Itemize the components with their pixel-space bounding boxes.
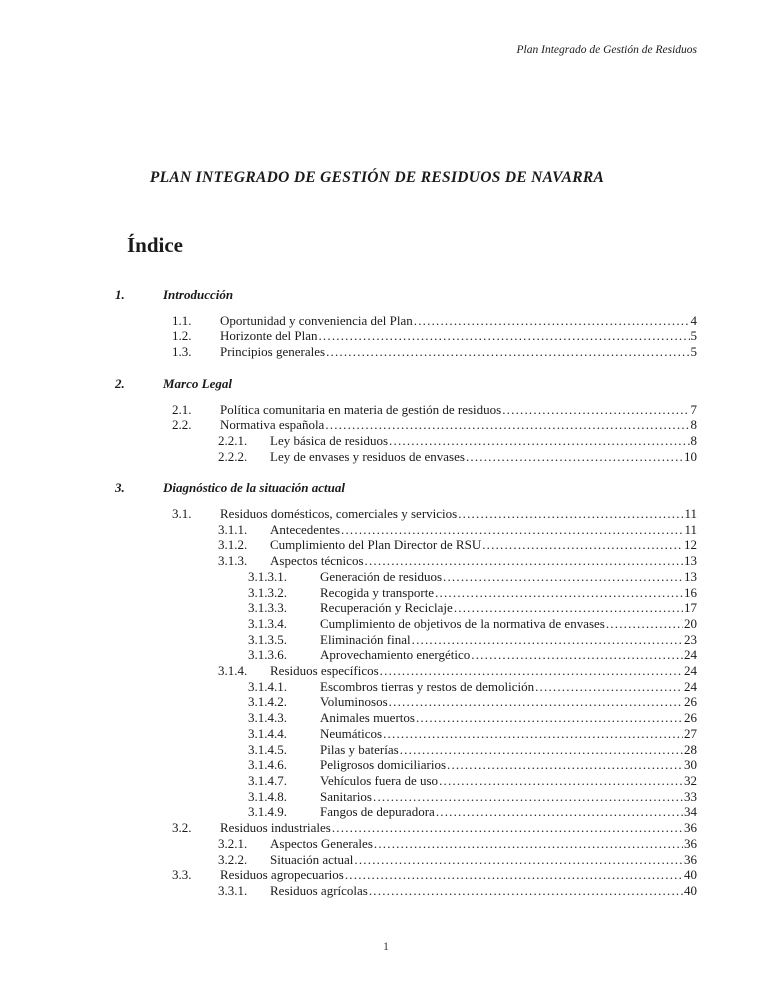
- toc-entry-label: Fangos de depuradora: [320, 804, 435, 820]
- toc-entry-number: 3.1.3.: [218, 553, 248, 569]
- toc-entry-row: [172, 313, 697, 329]
- toc-leader-dots: [466, 449, 683, 465]
- toc-entry-row: [248, 679, 697, 695]
- toc-entry-page: 7: [690, 401, 697, 417]
- toc-entry-row: [218, 449, 697, 465]
- toc-section-number: 1.: [115, 287, 125, 302]
- toc-entry-page: 5: [690, 328, 697, 344]
- toc-leader-dots: [439, 773, 683, 789]
- toc-leader-dots: [400, 742, 683, 758]
- toc-entry-label: Residuos específicos: [270, 663, 379, 679]
- toc-entry-row: [248, 757, 697, 773]
- toc-entry-number: 1.2.: [172, 328, 192, 344]
- toc-leader-dots: [325, 417, 689, 433]
- toc-entry-row: [218, 553, 697, 569]
- toc-entry-number: 3.1.4.2.: [248, 694, 287, 710]
- toc-entry-number: 3.1.4.: [218, 663, 248, 679]
- toc-leader-dots: [471, 647, 683, 663]
- toc-entry-number: 3.2.2.: [218, 851, 248, 867]
- toc-entry-label: Cumplimiento del Plan Director de RSU: [270, 537, 482, 553]
- index-heading: Índice: [127, 233, 184, 257]
- toc-leader-dots: [345, 867, 683, 883]
- toc-entry-label: Voluminosos: [320, 694, 388, 710]
- toc-entry-number: 3.1.4.4.: [248, 725, 287, 741]
- toc-leader-dots: [535, 679, 683, 695]
- toc-entry-row: [218, 522, 697, 538]
- toc-entry-number: 3.3.1.: [218, 882, 248, 898]
- toc-entry-label: Política comunitaria en materia de gestión de residuos: [220, 401, 502, 417]
- toc-entry-page: 11: [684, 506, 697, 522]
- toc-entry-page: 20: [684, 615, 697, 631]
- toc-entry-page: 8: [690, 432, 697, 448]
- toc-leader-dots: [447, 757, 683, 773]
- toc-entry-label: Eliminación final: [320, 631, 411, 647]
- toc-entry-number: 1.3.: [172, 344, 192, 360]
- toc-entry-page: 13: [684, 553, 697, 569]
- toc-entry-label: Aspectos técnicos: [270, 553, 364, 569]
- toc-section-number: 3.: [115, 480, 125, 496]
- toc-leader-dots: [326, 344, 689, 360]
- toc-entry-number: 3.1.4.8.: [248, 788, 287, 804]
- toc-entry-row: [248, 726, 697, 742]
- toc-leader-dots: [435, 585, 683, 601]
- toc-entry-row: [248, 632, 697, 648]
- toc-leader-dots: [458, 506, 683, 522]
- toc-entry-number: 3.1.3.4.: [248, 615, 287, 631]
- toc-entry-row: [172, 820, 697, 836]
- toc-entry-number: 3.1.4.6.: [248, 757, 287, 773]
- toc-entry-number: 3.1.4.1.: [248, 678, 287, 694]
- toc-entry-page: 36: [684, 820, 697, 836]
- toc-entry-number: 3.1.3.3.: [248, 600, 287, 616]
- toc-leader-dots: [373, 789, 683, 805]
- toc-entry-number: 3.2.1.: [218, 835, 248, 851]
- toc-entry-row: [248, 585, 697, 601]
- toc-entry-label: Antecedentes: [270, 521, 341, 537]
- toc-entry-page: 13: [684, 568, 697, 584]
- toc-entry-page: 10: [684, 448, 697, 464]
- toc-entry-page: 33: [684, 788, 697, 804]
- document-title: PLAN INTEGRADO DE GESTIÓN DE RESIDUOS DE NAVARRA: [149, 169, 605, 186]
- toc-entry-row: [172, 417, 697, 433]
- toc-entry-label: Recuperación y Reciclaje: [320, 600, 453, 616]
- toc-entry-label: Escombros tierras y restos de demolición: [320, 678, 535, 694]
- toc-entry-number: 3.1.2.: [218, 537, 248, 553]
- toc-leader-dots: [482, 537, 683, 553]
- toc-entry-label: Normativa española: [220, 417, 325, 433]
- toc-entry-number: 3.1.3.2.: [248, 584, 287, 600]
- toc-leader-dots: [383, 726, 683, 742]
- toc-entry-page: 36: [684, 851, 697, 867]
- toc-entry-number: 2.2.1.: [218, 432, 248, 448]
- toc-section-row: [113, 480, 697, 496]
- toc-entry-number: 3.1.4.7.: [248, 772, 287, 788]
- toc-section-number: 2.: [115, 375, 125, 391]
- toc-entry-page: 28: [684, 741, 697, 757]
- toc-entry-label: Principios generales: [220, 344, 326, 360]
- toc-entry-page: 8: [690, 417, 697, 433]
- toc-entry-row: [218, 433, 697, 449]
- toc-leader-dots: [389, 433, 689, 449]
- toc-entry-label: Peligrosos domiciliarios: [320, 757, 447, 773]
- toc-entry-row: [248, 616, 697, 632]
- toc-leader-dots: [374, 836, 683, 852]
- toc-entry-page: 11: [684, 521, 697, 537]
- toc-entry-number: 1.1.: [172, 312, 192, 328]
- toc-entry-row: [248, 600, 697, 616]
- toc-leader-dots: [369, 883, 683, 899]
- page-number: 1: [383, 939, 389, 953]
- toc-section-row: [113, 287, 697, 303]
- toc-entry-label: Ley básica de residuos: [270, 432, 389, 448]
- toc-leader-dots: [502, 402, 689, 418]
- toc-entry-label: Residuos industriales: [220, 820, 331, 836]
- running-header: Plan Integrado de Gestión de Residuos: [516, 44, 697, 56]
- toc-leader-dots: [454, 600, 683, 616]
- toc-entry-label: Generación de residuos: [320, 568, 443, 584]
- toc-entry-row: [172, 867, 697, 883]
- toc-entry-row: [248, 710, 697, 726]
- toc-entry-label: Aspectos Generales: [270, 835, 373, 851]
- toc-entry-label: Residuos agropecuarios: [220, 867, 344, 883]
- toc-entry-label: Pilas y baterías: [320, 741, 399, 757]
- toc-entry-number: 2.2.: [172, 417, 192, 433]
- toc-entry-row: [218, 537, 697, 553]
- toc-leader-dots: [414, 313, 690, 329]
- toc-entry-page: 16: [684, 584, 697, 600]
- toc-entry-row: [218, 836, 697, 852]
- toc-entry-number: 2.2.2.: [218, 448, 248, 464]
- toc-entry-label: Neumáticos: [320, 725, 383, 741]
- toc-entry-page: 24: [684, 663, 697, 679]
- toc-entry-number: 3.1.3.5.: [248, 631, 287, 647]
- toc-entry-page: 23: [684, 631, 697, 647]
- toc-leader-dots: [380, 663, 683, 679]
- toc-entry-page: 32: [684, 772, 697, 788]
- toc-entry-row: [172, 506, 697, 522]
- toc-leader-dots: [416, 710, 683, 726]
- toc-entry-label: Residuos domésticos, comerciales y servicios: [220, 506, 458, 522]
- toc-leader-dots: [436, 804, 683, 820]
- toc-leader-dots: [354, 852, 683, 868]
- toc-entry-page: 27: [684, 725, 697, 741]
- toc-entry-label: Aprovechamiento energético: [320, 647, 471, 663]
- toc-entry-label: Sanitarios: [320, 788, 372, 804]
- toc-leader-dots: [443, 569, 683, 585]
- toc-entry-label: Cumplimiento de objetivos de la normativa de envases: [320, 615, 605, 631]
- toc-entry-page: 5: [690, 344, 697, 360]
- toc-section-title: Diagnóstico de la situación actual: [163, 480, 346, 496]
- toc-entry-page: 36: [684, 835, 697, 851]
- toc-entry-label: Oportunidad y conveniencia del Plan: [220, 312, 413, 328]
- toc-section-title: Introducción: [163, 287, 234, 302]
- toc-entry-page: 24: [684, 647, 697, 663]
- toc-entry-page: 24: [684, 678, 697, 694]
- toc-entry-row: [172, 328, 697, 344]
- toc-entry-number: 3.1.4.5.: [248, 741, 287, 757]
- toc-entry-page: 26: [684, 710, 697, 726]
- toc-entry-page: 40: [684, 882, 697, 898]
- toc-entry-label: Ley de envases y residuos de envases: [270, 448, 465, 464]
- toc-entry-page: 40: [684, 867, 697, 883]
- toc-entry-row: [248, 773, 697, 789]
- toc-entry-label: Situación actual: [270, 851, 354, 867]
- toc-entry-number: 3.1.4.3.: [248, 710, 287, 726]
- toc-entry-row: [248, 569, 697, 585]
- toc-entry-label: Vehículos fuera de uso: [320, 772, 439, 788]
- table-of-contents: [113, 287, 697, 899]
- toc-leader-dots: [389, 694, 683, 710]
- toc-entry-row: [218, 663, 697, 679]
- toc-entry-row: [172, 344, 697, 360]
- toc-leader-dots: [341, 522, 683, 538]
- toc-entry-number: 3.1.1.: [218, 521, 248, 537]
- toc-entry-row: [248, 694, 697, 710]
- toc-entry-number: 2.1.: [172, 401, 192, 417]
- toc-entry-row: [218, 852, 697, 868]
- toc-section-row: [113, 376, 697, 392]
- toc-entry-page: 34: [684, 804, 697, 820]
- toc-entry-label: Animales muertos: [320, 710, 415, 726]
- toc-leader-dots: [332, 820, 683, 836]
- toc-entry-row: [248, 804, 697, 820]
- toc-entry-label: Horizonte del Plan: [220, 328, 318, 344]
- toc-entry-number: 3.2.: [172, 820, 192, 836]
- toc-entry-label: Recogida y transporte: [320, 584, 435, 600]
- toc-section-title: Marco Legal: [163, 375, 232, 391]
- toc-entry-number: 3.1.3.6.: [248, 647, 287, 663]
- toc-entry-row: [248, 742, 697, 758]
- toc-leader-dots: [318, 328, 689, 344]
- toc-entry-number: 3.1.3.1.: [248, 568, 287, 584]
- toc-entry-number: 3.3.: [172, 867, 192, 883]
- toc-entry-number: 3.1.4.9.: [248, 804, 287, 820]
- toc-entry-number: 3.1.: [172, 506, 192, 522]
- toc-entry-page: 17: [684, 600, 697, 616]
- toc-entry-page: 30: [684, 757, 697, 773]
- toc-entry-row: [218, 883, 697, 899]
- toc-entry-page: 12: [684, 537, 697, 553]
- toc-entry-row: [248, 789, 697, 805]
- toc-entry-row: [172, 402, 697, 418]
- toc-leader-dots: [412, 632, 683, 648]
- toc-entry-page: 26: [684, 694, 697, 710]
- toc-leader-dots: [365, 553, 683, 569]
- toc-entry-label: Residuos agrícolas: [270, 882, 368, 898]
- toc-leader-dots: [606, 616, 683, 632]
- toc-entry-row: [248, 647, 697, 663]
- toc-entry-page: 4: [690, 312, 697, 328]
